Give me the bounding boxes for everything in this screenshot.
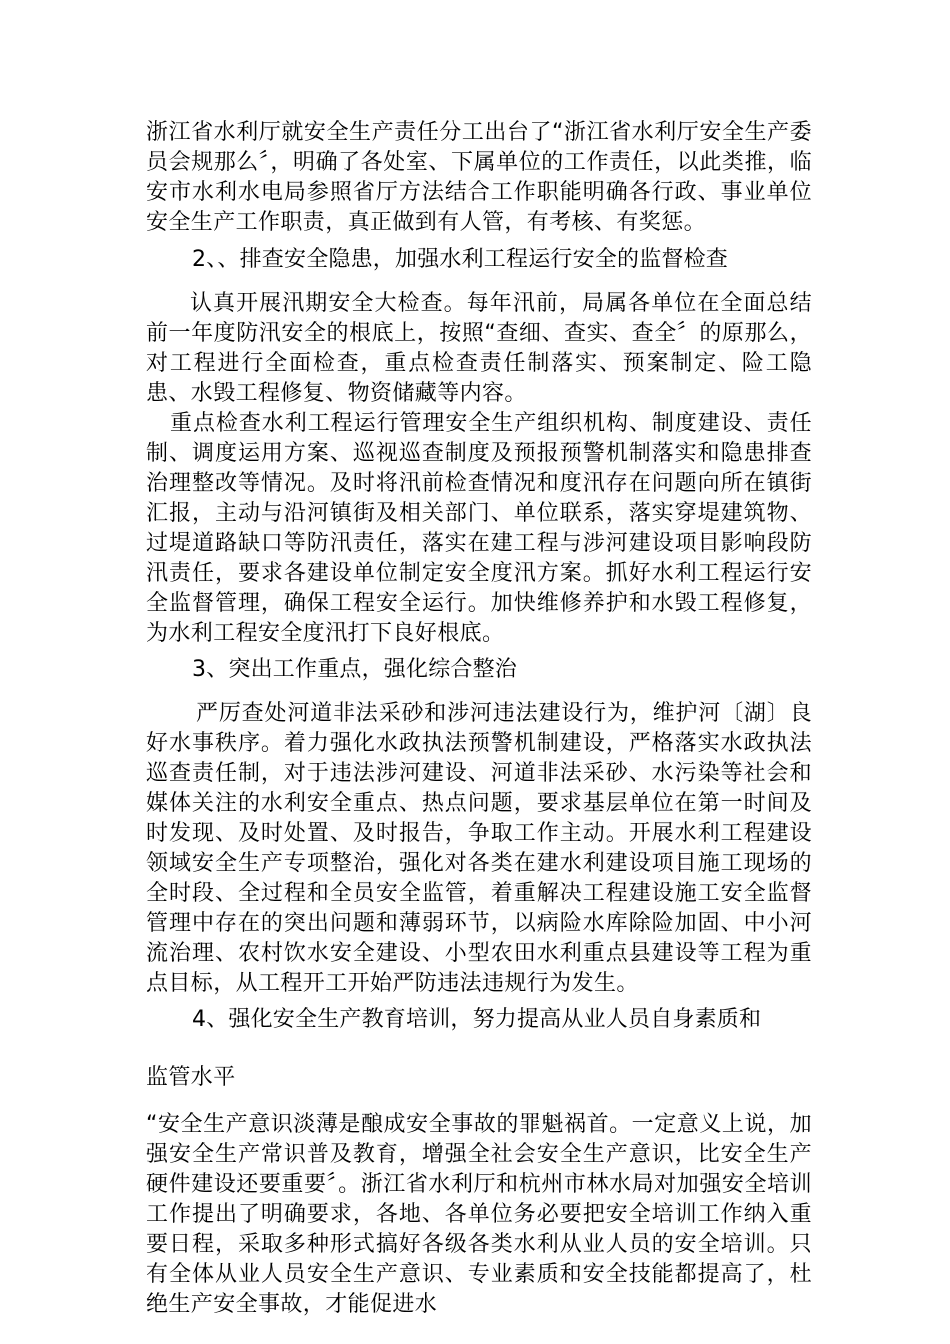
document-body bbox=[146, 118, 812, 1320]
paragraph-safety-training: “安全生产意识淡薄是酿成安全事故的罪魁祸首。一定意义上说，加强安全生产常识普及教育，增强全社会安全生产意识，比安全生产硬件建设还要重要〞。浙江省水利厅和杭州市林水局对加强安全培训工作提出了明确要求，各地、各单位务必要把安全培训工作纳入重要日程，采取多种形式搞好各级各类水利从业人员的安全培训。只有全体从业人员安全生产意识、专业素质和安全技能都提高了，杜绝生产安全事故，才能促进水 bbox=[146, 1112, 812, 1317]
paragraph-river-enforcement: 严厉查处河道非法采砂和涉河违法建设行为，维护河〔湖〕良好水事秩序。着力强化水政执法预警机制建设，严格落实水政执法巡查责任制，对于违法涉河建设、河道非法采砂、水污染等社会和媒体关注的水利安全重点、热点问题，要求基层单位在第一时间及时发现、及时处置、及时报告，争取工作主动。开展水利工程建设领域安全生产专项整治，强化对各类在建水利建设项目施工现场的全时段、全过程和全员安全监管，着重解决工程建设施工安全监督管理中存在的突出问题和薄弱环节，以病险水库除险加固、中小河流治理、农村饮水安全建设、小型农田水利重点县建设等工程为重点目标，从工程开工开始严防违法违规行为发生。 bbox=[146, 701, 812, 996]
paragraph-key-inspection: 重点检查水利工程运行管理安全生产组织机构、制度建设、责任制、调度运用方案、巡视巡查制度及预报预警机制落实和隐患排查治理整改等情况。及时将汛前检查情况和度汛存在问题向所在镇街汇报，主动与沿河镇街及相关部门、单位联系，落实穿堤建筑物、过堤道路缺口等防汛责任，落实在建工程与涉河建设项目影响段防汛责任，要求各建设单位制定安全度汛方案。抓好水利工程运行安全监督管理，确保工程安全运行。加快维修养护和水毁工程修复，为水利工程安全度汛打下良好根底。 bbox=[146, 411, 812, 646]
section-heading-3: 3、突出工作重点，强化综合整治 bbox=[192, 657, 517, 682]
paragraph-flood-inspection: 认真开展汛期安全大检查。每年汛前，局属各单位在全面总结前一年度防汛安全的根底上，按照“查细、查实、查全〞的原那么，对工程进行全面检查，重点检查责任制落实、预案制定、险工隐患、水毁工程修复、物资储藏等内容。 bbox=[146, 291, 812, 406]
paragraph-responsibility: 浙江省水利厅就安全生产责任分工出台了“浙江省水利厅安全生产委员会规那么〞，明确了各处室、下属单位的工作责任，以此类推，临安市水利水电局参照省厅方法结合工作职能明确各行政、事业单位安全生产工作职责，真正做到有人管，有考核、有奖惩。 bbox=[146, 120, 812, 235]
section-heading-4: 4、强化安全生产教育培训，努力提高从业人员自身素质和 bbox=[192, 1007, 762, 1032]
section-heading-4-continued: 监管水平 bbox=[146, 1065, 236, 1090]
section-heading-2: 2、、排查安全隐患，加强水利工程运行安全的监督检查 bbox=[192, 247, 728, 272]
